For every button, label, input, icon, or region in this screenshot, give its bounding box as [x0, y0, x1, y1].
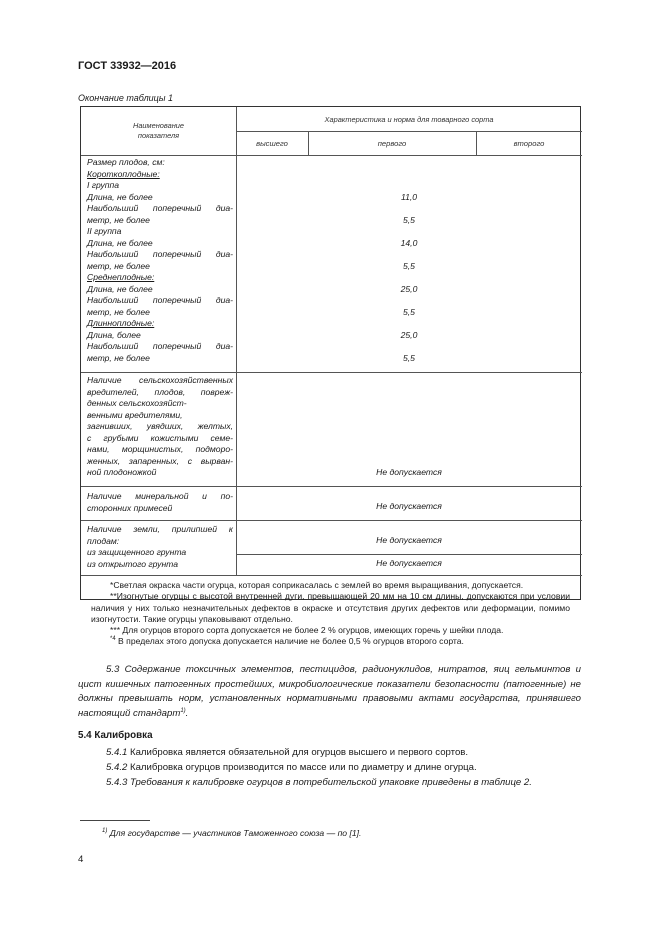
indicator-column-header: Наименование показателя — [132, 121, 184, 140]
paragraph-5-3: 5.3 Содержание токсичных элементов, пестицидов, радионуклидов, нитратов, яиц гельминтов и цист кишечных патогенных простейших, микробиологические показатели безопасности (патогенные) не должны превышать норм, установленных нормативными правовыми актами государства, принявшего настоящий стандарт$^{1)}$. — [78, 664, 581, 720]
value-diameter-medium: 5,5 — [403, 306, 415, 317]
value-length-group2: 14,0 — [400, 237, 418, 248]
page-footnote: $^{1)}$ Для государстве — участников Таможенного союза — по [1]. — [102, 828, 362, 838]
grade-header-highest: высшего — [256, 139, 288, 148]
grade-header-second: второго — [513, 139, 545, 148]
value-diameter-group2: 5,5 — [403, 260, 415, 271]
footnote-2: **Изогнутые огурцы с высотой внутренней дуги, превышающей 20 мм на 10 см длины, допускаются при условии наличия у них только незначительных дефектов в окраске и отсутствия других дефектов или деформации, помимо изогнутости. Такие огурцы упаковывают отдельно. — [91, 591, 570, 624]
characteristic-column-header: Характеристика и норма для товарного сорта — [324, 115, 494, 124]
section-title-calibration: 5.4 Калибровка — [78, 730, 153, 741]
value-length-group1: 11,0 — [400, 191, 418, 202]
value-soil-open: Не допускается — [376, 558, 442, 568]
pests-indicator-cell: Наличие сельскохозяйственных вредителей, плодов, повреж- денных сельскохозяйст- венными вредителями, загнивших, увядших, желтых, с грубыми кожистыми семе- нами, морщинистых, подморо- женных, запаренных, с вырван- ной плодоножкой — [87, 375, 233, 477]
quality-table — [80, 106, 581, 647]
table-continuation-caption: Окончание таблицы 1 — [78, 93, 173, 103]
table-footnotes — [81, 580, 582, 648]
row-divider — [81, 372, 582, 373]
value-soil-protected: Не допускается — [376, 535, 442, 545]
row-divider — [236, 554, 582, 555]
size-indicator-cell: Размер плодов, см: Короткоплодные: I группа Длина, не более Наибольший поперечный диа- метр, не более II группа Длина, не более Наибольший поперечный диа- метр, не более Среднеплодные: Длина, не более Наибольший поперечный диа- метр, не более Длинноплодные: Длина, более Наибольший поперечный диа- метр, не более — [87, 157, 233, 363]
soil-indicator-cell: Наличие земли, прилипшей к плодам: из защищенного грунта из открытого грунта — [87, 524, 233, 569]
document-number: ГОСТ 33932—2016 — [78, 60, 177, 72]
header-divider — [236, 131, 582, 132]
row-divider — [81, 520, 582, 521]
paragraph-5-4-3: 5.4.3 Требования к калибровке огурцов в потребительской упаковке приведены в таблице 2. — [106, 777, 532, 788]
footnote-rule — [80, 820, 150, 821]
value-diameter-long: 5,5 — [403, 352, 415, 363]
row-divider — [81, 155, 582, 156]
value-diameter-group1: 5,5 — [403, 214, 415, 225]
grade-header-first: первого — [377, 139, 407, 148]
mineral-indicator-cell: Наличие минеральной и по- сторонних примесей — [87, 491, 233, 513]
value-length-long: 25,0 — [400, 329, 418, 340]
footnote-divider — [81, 575, 582, 576]
value-length-medium: 25,0 — [400, 283, 418, 294]
paragraph-5-4-1: 5.4.1 Калибровка является обязательной для огурцов высшего и первого сортов. — [106, 747, 469, 758]
value-mineral: Не допускается — [376, 501, 442, 511]
paragraph-5-4-2: 5.4.2 Калибровка огурцов производится по массе или по диаметру и длине огурца. — [106, 762, 477, 773]
row-divider — [81, 486, 582, 487]
footnote-1: *Светлая окраска части огурца, которая соприкасалась с землей во время выращивания, допускается. — [110, 580, 524, 590]
value-pests: Не допускается — [376, 467, 442, 477]
page-number: 4 — [78, 854, 84, 865]
footnote-3: *** Для огурцов второго сорта допускается не более 2 % огурцов, имеющих горечь у шейки плода. — [110, 625, 504, 636]
footnote-4: $^{*4}$ В пределах этого допуска допускается наличие не более 0,5 % огурцов второго сорта. — [110, 636, 464, 647]
